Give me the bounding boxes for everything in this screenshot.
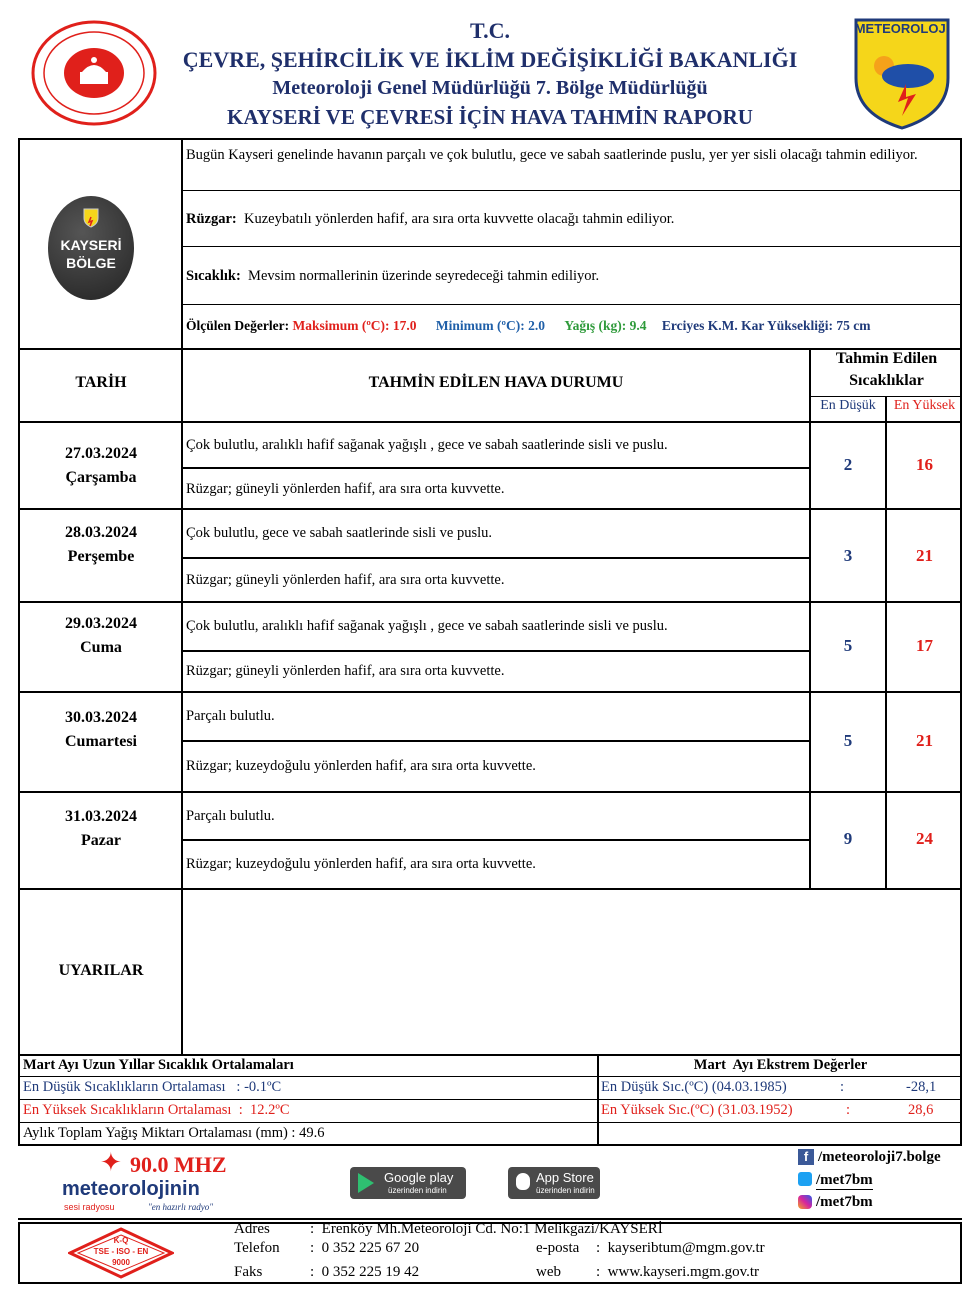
climate-left-title: Mart Ayı Uzun Yıllar Sıcaklık Ortalamaları [23,1057,294,1073]
app-store-line2: üzerinden indirin [536,1186,595,1195]
summary-general: Bugün Kayseri genelinde havanın parçalı ve çok bulutlu, gece ve sabah saatlerinde puslu, yer yer sisli olacağı tahmin ediliyor. [186,147,918,163]
day-low: 2 [843,455,853,474]
climate-avg-rain: Aylık Toplam Yağış Miktarı Ortalaması (mm) : 49.6 [23,1125,325,1141]
temp-text: Mevsim normallerinin üzerinde seyredeceği tahmin ediliyor. [248,268,600,284]
radio-name: meteorolojinin [62,1178,200,1200]
day-high: 24 [916,829,933,848]
header-directorate: Meteoroloji Genel Müdürlüğü 7. Bölge Müdürlüğü [272,77,708,99]
day-low: 5 [843,731,853,750]
summary-temp [186,267,956,286]
radio-frequency: 90.0 MHZ [130,1152,227,1177]
day-low: 5 [843,636,853,655]
measured-label: Ölçülen Değerler: [186,318,290,333]
social-instagram[interactable]: /met7bm [816,1194,873,1210]
col-high-header: En Yüksek [893,398,956,413]
day-low: 3 [843,546,853,565]
col-forecast-header: TAHMİN EDİLEN HAVA DURUMU [368,374,624,391]
email-value[interactable]: : kayseribtum@mgm.gov.tr [596,1240,765,1256]
wind-label: Rüzgar: [186,211,237,227]
day-name: Çarşamba [65,469,137,486]
app-store-line1: App Store [536,1170,594,1185]
day-wind: Rüzgar; kuzeydoğulu yönlerden hafif, ara sıra orta kuvvette. [186,758,536,774]
app-store-button[interactable] [508,1167,600,1199]
day-high: 21 [916,546,933,565]
table-row [20,805,182,853]
warnings-label: UYARILAR [58,962,144,979]
extreme-high-colon: : [846,1102,851,1118]
col-temps-header: Tahmin Edilen Sıcaklıklar [835,350,938,389]
table-row [20,521,182,569]
phone-label: Telefon [234,1240,280,1256]
day-weather: Parçalı bulutlu. [186,708,275,724]
day-low: 9 [843,829,853,848]
extreme-high-value: 28,6 [908,1102,934,1118]
header-block [160,16,820,132]
play-icon [358,1173,374,1193]
day-wind: Rüzgar; kuzeydoğulu yönlerden hafif, ara sıra orta kuvvette. [186,856,536,872]
day-wind: Rüzgar; güneyli yönlerden hafif, ara sıra orta kuvvette. [186,481,505,497]
address-label: Adres [234,1221,270,1237]
day-wind: Rüzgar; güneyli yönlerden hafif, ara sıra orta kuvvette. [186,663,505,679]
apple-icon [516,1173,530,1190]
address-value: : Erenköy Mh.Meteoroloji Cd. No:1 Melikgazi/KAYSERİ [310,1221,663,1237]
fax-value: : 0 352 225 19 42 [310,1264,420,1280]
tse-cert-logo [68,1227,174,1279]
day-date: 30.03.2024 [65,709,137,726]
google-play-line2: üzerinden indirin [388,1186,447,1195]
col-low-header: En Düşük [820,398,876,413]
summary-wind [186,210,956,229]
meteoroloji-logo [854,18,950,130]
instagram-icon [798,1195,812,1209]
temp-label: Sıcaklık: [186,268,241,284]
measured-rain: Yağış (kg): 9.4 [564,318,647,333]
badge-line2: BÖLGE [66,255,116,271]
day-name: Cuma [80,639,122,656]
day-weather: Çok bulutlu, aralıklı hafif sağanak yağışlı , gece ve sabah saatlerinde sisli ve puslu. [186,618,668,634]
day-date: 27.03.2024 [65,445,137,462]
measured-snow: Erciyes K.M. Kar Yüksekliği: 75 cm [661,318,871,333]
facebook-icon: f [798,1149,814,1165]
table-row [20,612,182,660]
logo-text: METEOROLOJİ [854,21,950,36]
header-ministry: ÇEVRE, ŞEHİRCİLİK VE İKLİM DEĞİŞİKLİĞİ BAKANLIĞI [182,47,798,72]
cert-line2: TSE - ISO - EN [93,1247,149,1256]
day-date: 28.03.2024 [65,524,137,541]
day-wind: Rüzgar; güneyli yönlerden hafif, ara sıra orta kuvvette. [186,572,505,588]
radio-logo [58,1150,238,1216]
day-high: 16 [916,455,933,474]
page-title: KAYSERİ VE ÇEVRESİ İÇİN HAVA TAHMİN RAPORU [227,105,753,129]
kayseri-bolge-badge [48,196,134,300]
table-row [20,706,182,754]
cert-line1: K-Q [113,1236,129,1245]
col-date-header: TARİH [75,374,127,391]
radio-sub: sesi radyosu [64,1202,115,1212]
day-weather: Çok bulutlu, aralıklı hafif sağanak yağışlı , gece ve sabah saatlerinde sisli ve puslu. [186,437,668,453]
day-date: 31.03.2024 [65,808,137,825]
day-date: 29.03.2024 [65,615,137,632]
star-icon: ✦ [100,1148,122,1177]
header-tc: T.C. [470,18,510,43]
extreme-low-colon: : [840,1079,845,1095]
fax-label: Faks [234,1264,263,1280]
extreme-low-label: En Düşük Sıc.(ºC) (04.03.1985) [601,1079,787,1095]
extreme-high-label: En Yüksek Sıc.(ºC) (31.03.1952) [601,1102,793,1118]
day-high: 17 [916,636,933,655]
social-facebook[interactable]: /meteoroloji7.bolge [818,1149,941,1165]
day-name: Cumartesi [65,733,137,750]
extreme-low-value: -28,1 [906,1079,937,1095]
badge-line1: KAYSERİ [60,237,122,253]
wind-text: Kuzeybatılı yönlerden hafif, ara sıra orta kuvvette olacağı tahmin ediliyor. [244,211,675,227]
day-weather: Çok bulutlu, gece ve sabah saatlerinde sisli ve puslu. [186,525,493,541]
climate-right-title: Mart Ayı Ekstrem Değerler [693,1057,868,1073]
day-name: Perşembe [67,548,135,565]
climate-avg-high: En Yüksek Sıcaklıkların Ortalaması : 12.2ºC [23,1102,290,1118]
google-play-line1: Google play [384,1170,454,1185]
google-play-button[interactable] [350,1167,466,1199]
ministry-seal [30,20,158,126]
measured-max: Maksimum (ºC): 17.0 [292,318,417,333]
phone-value: : 0 352 225 67 20 [310,1240,420,1256]
twitter-icon [798,1172,812,1186]
day-weather: Parçalı bulutlu. [186,808,275,824]
measured-values [186,316,962,335]
radio-slogan: "en hazırlı radyo" [148,1202,214,1212]
table-row [20,442,182,490]
web-label: web [536,1264,561,1280]
day-high: 21 [916,731,933,750]
social-twitter[interactable]: /met7bm [816,1172,873,1188]
cert-line3: 9000 [112,1258,130,1267]
web-value[interactable]: : www.kayseri.mgm.gov.tr [596,1264,760,1280]
email-label: e-posta [536,1240,580,1256]
day-name: Pazar [81,832,121,849]
measured-min: Minimum (ºC): 2.0 [435,318,545,333]
climate-avg-low: En Düşük Sıcaklıkların Ortalaması : -0.1ºC [23,1079,282,1095]
